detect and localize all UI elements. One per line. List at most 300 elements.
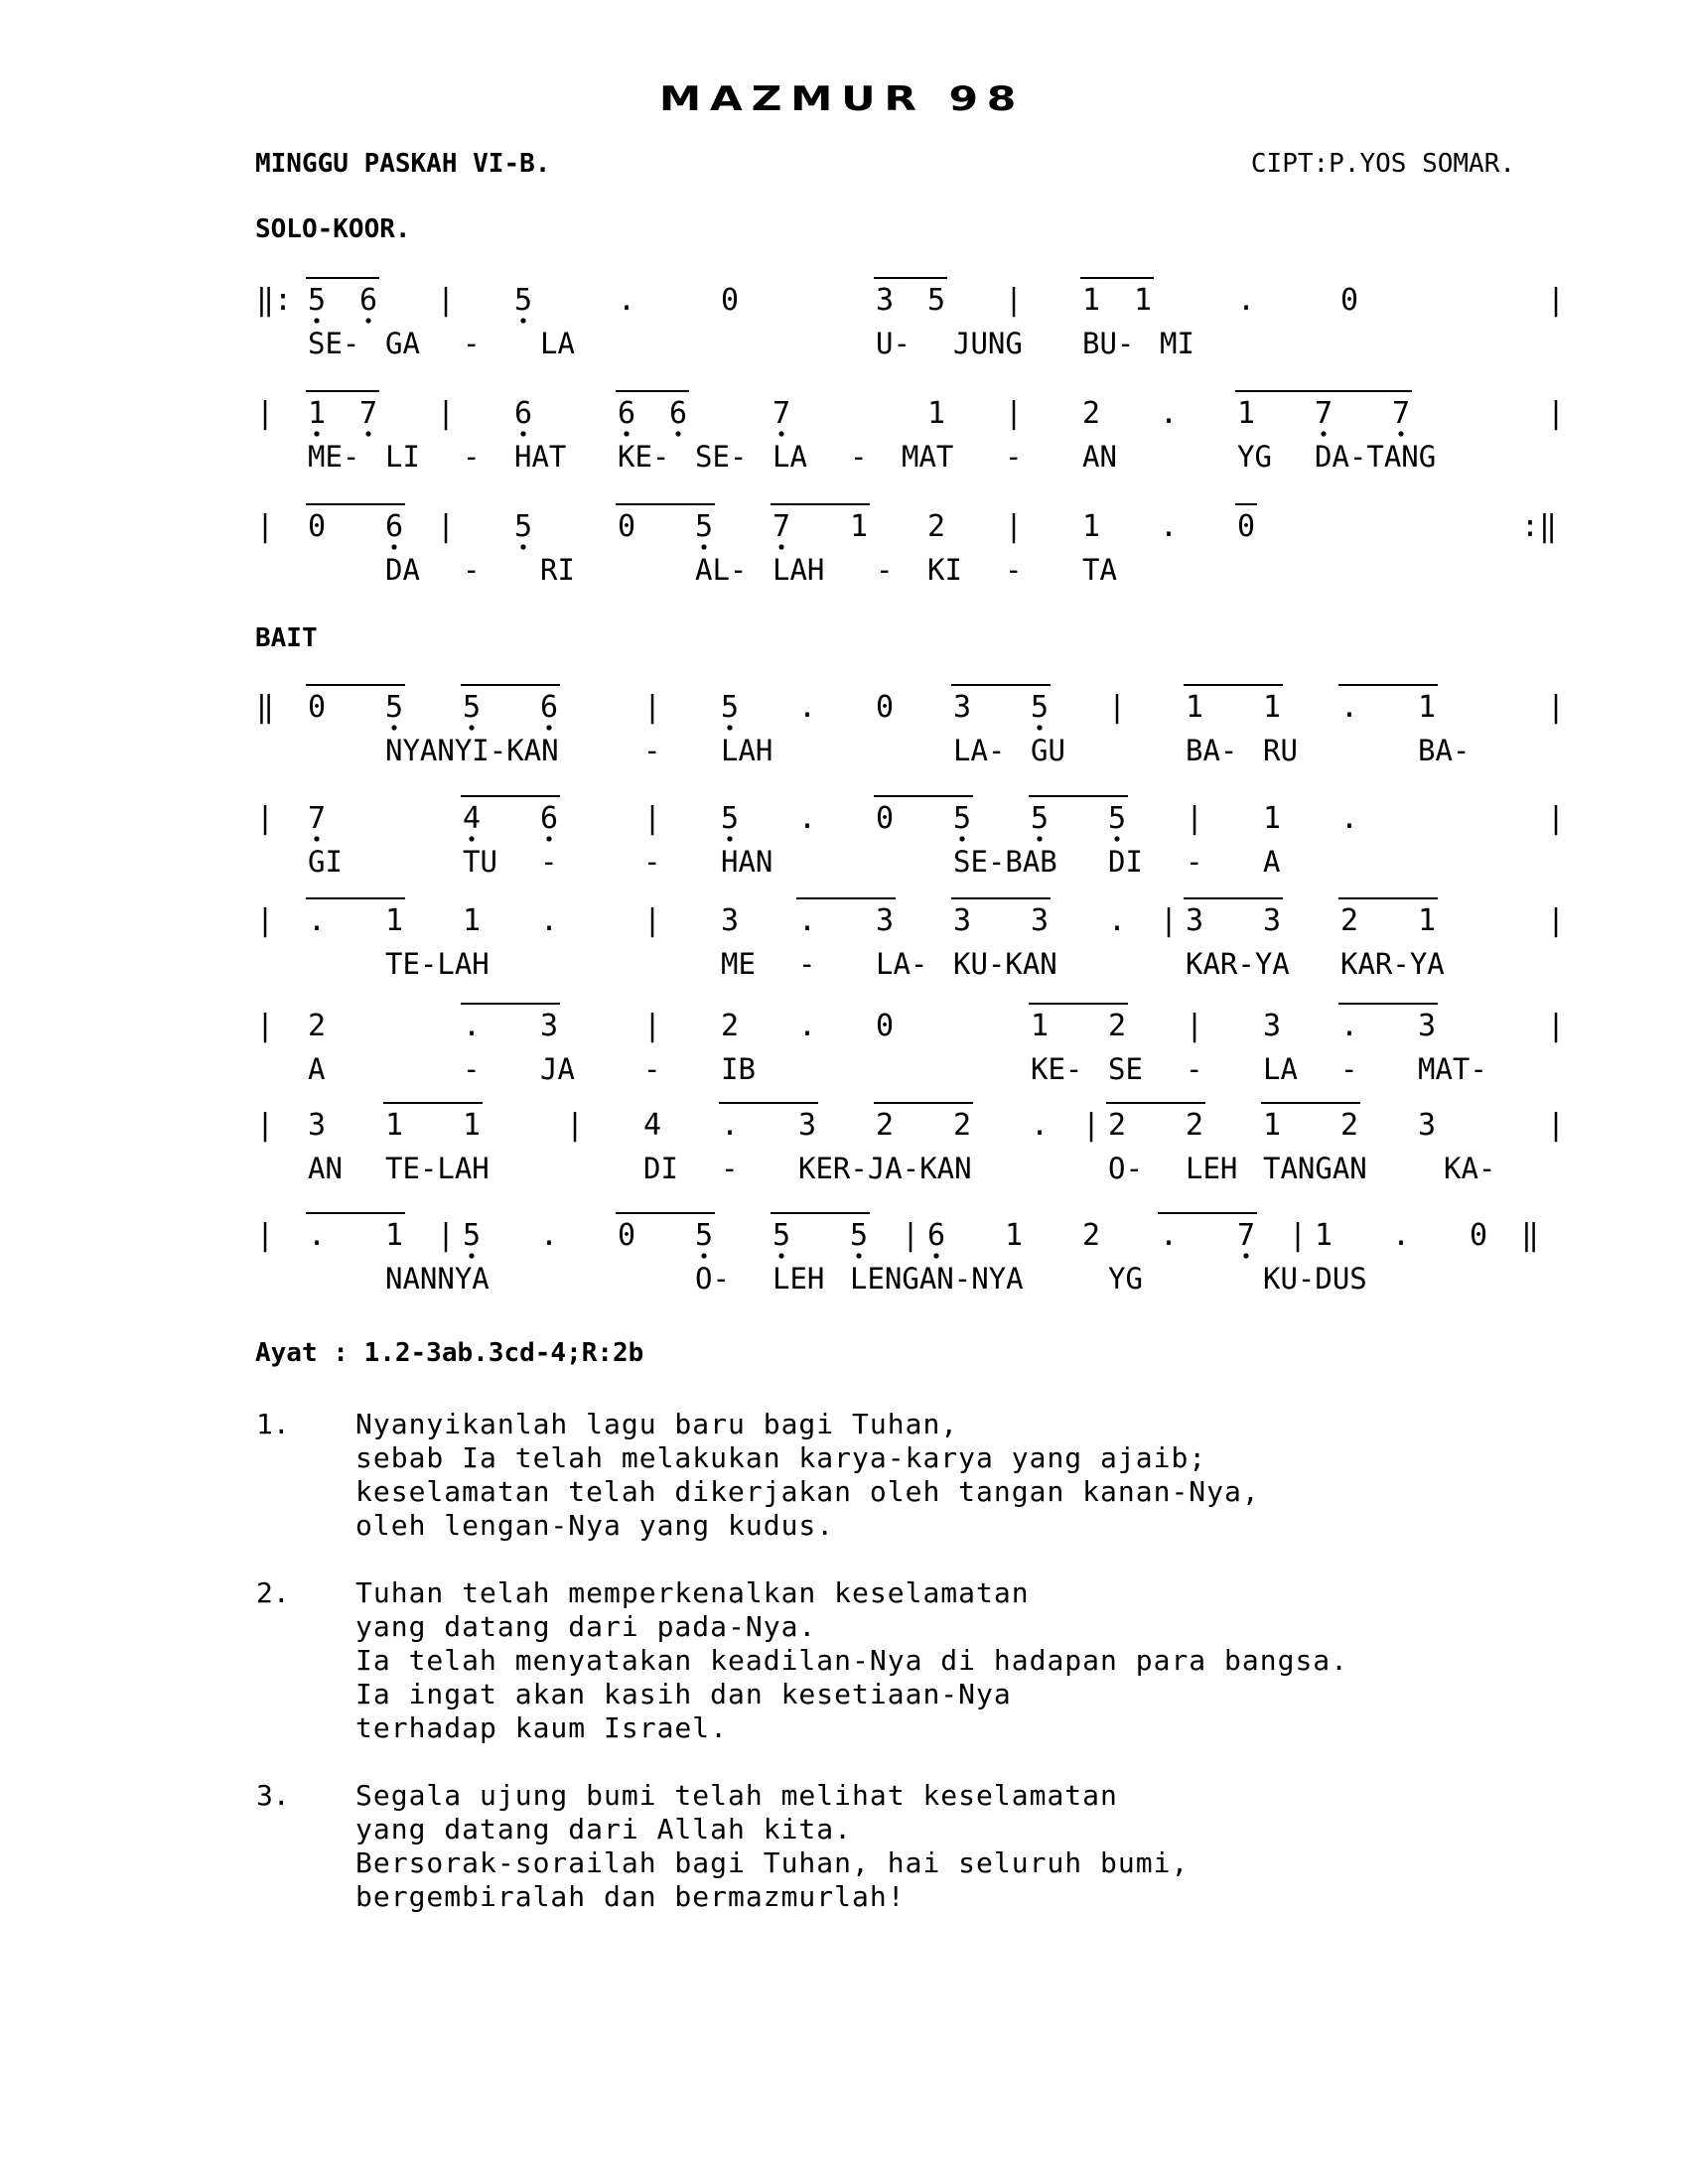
- note: 2: [1082, 396, 1101, 431]
- note: .: [1108, 903, 1127, 938]
- lyric-syllable: MI: [1160, 327, 1194, 360]
- note: 1: [385, 1108, 404, 1143]
- lyric-syllable: SE: [1108, 1052, 1143, 1086]
- note: 1: [1418, 903, 1437, 938]
- lyric-syllable: RU: [1263, 734, 1298, 767]
- lower-octave-dot: [675, 431, 680, 436]
- lyric-syllable: -: [643, 1052, 661, 1086]
- barline: |: [1547, 801, 1566, 836]
- lyric-syllable: U-: [876, 327, 911, 360]
- barline: |: [256, 903, 275, 938]
- note: 6: [540, 801, 559, 836]
- note: 1: [1082, 509, 1101, 544]
- lower-octave-dot: [1243, 1253, 1248, 1258]
- note: 7: [772, 396, 791, 431]
- lyric-syllable: TE-LAH: [385, 947, 490, 981]
- verse-number: 3.: [256, 1779, 290, 1812]
- lyric-syllable: YG: [1108, 1262, 1143, 1296]
- lyric-syllable: -: [540, 845, 558, 879]
- note: 7: [1392, 396, 1411, 431]
- note: 2: [1340, 903, 1359, 938]
- lower-octave-dot: [1398, 431, 1403, 436]
- bait-label: BAIT: [255, 623, 318, 653]
- note: 6: [385, 509, 404, 544]
- note: 2: [1186, 1108, 1204, 1143]
- notation-score: [248, 0, 1579, 1330]
- note: 5: [721, 690, 740, 725]
- barline: |: [256, 1218, 275, 1253]
- verse-text: [355, 1408, 1587, 1543]
- lyric-syllable: DI: [643, 1152, 678, 1185]
- note: 1: [1315, 1218, 1333, 1253]
- note: 5: [1108, 801, 1127, 836]
- note: .: [1340, 1009, 1359, 1043]
- note: 0: [721, 283, 740, 318]
- barline: |: [1108, 690, 1127, 725]
- lower-octave-dot: [1114, 836, 1119, 841]
- verse-line: Ia telah menyatakan keadilan-Nya di hadapan para bangsa.: [355, 1644, 1349, 1677]
- note: .: [540, 1218, 559, 1253]
- lower-octave-dot: [520, 431, 525, 436]
- lyric-syllable: DA-TANG: [1315, 440, 1437, 474]
- note: 3: [953, 690, 972, 725]
- note: 4: [643, 1108, 662, 1143]
- lyric-syllable: SE-: [695, 440, 748, 474]
- verse-line: Bersorak-sorailah bagi Tuhan, hai seluruh bumi,: [355, 1846, 1190, 1879]
- lower-octave-dot: [1321, 431, 1326, 436]
- note: .: [618, 283, 636, 318]
- lyric-syllable: HAT: [514, 440, 567, 474]
- verse-number: 1.: [256, 1408, 290, 1440]
- bait-row: [256, 898, 1565, 981]
- lyric-syllable: KE-: [1031, 1052, 1083, 1086]
- lyric-syllable: MAT: [902, 440, 954, 474]
- note: 2: [876, 1108, 895, 1143]
- note: 5: [463, 690, 482, 725]
- lower-octave-dot: [1037, 725, 1042, 730]
- barline: ‖: [1521, 1218, 1540, 1253]
- verse-text: [355, 1576, 1587, 1745]
- bait-row: [256, 1004, 1565, 1086]
- note: 5: [953, 801, 972, 836]
- barline: |: [256, 396, 275, 431]
- barline: |: [1547, 1009, 1566, 1043]
- note: 1: [385, 903, 404, 938]
- lyric-syllable: KAR-YA: [1186, 947, 1290, 981]
- lyric-syllable: -: [463, 1052, 481, 1086]
- lower-octave-dot: [778, 544, 783, 549]
- lower-octave-dot: [727, 836, 732, 841]
- note: 1: [1263, 690, 1282, 725]
- lyric-syllable: LA: [1263, 1052, 1298, 1086]
- barline: |: [643, 903, 662, 938]
- lyric-syllable: BA-: [1186, 734, 1238, 767]
- barline: |: [1186, 1009, 1204, 1043]
- note: 3: [876, 283, 895, 318]
- verse-list: [256, 1408, 1587, 1948]
- lyric-syllable: DI: [1108, 845, 1143, 879]
- lyric-syllable: KA-: [1444, 1152, 1496, 1185]
- note: 7: [772, 509, 791, 544]
- barline: |: [1547, 396, 1566, 431]
- barline: |: [437, 509, 456, 544]
- lower-octave-dot: [391, 725, 396, 730]
- lyric-syllable: O-: [695, 1262, 730, 1296]
- lyric-syllable: A: [308, 1052, 326, 1086]
- note: 3: [1418, 1009, 1437, 1043]
- barline: |: [1005, 283, 1024, 318]
- lyric-syllable: -: [463, 553, 481, 587]
- lower-octave-dot: [469, 1253, 474, 1258]
- note: 0: [1340, 283, 1359, 318]
- note: .: [1340, 690, 1359, 725]
- lyric-syllable: NANNYA: [385, 1262, 490, 1296]
- refrain-row: [256, 504, 1557, 587]
- note: 0: [308, 690, 327, 725]
- refrain-row: [256, 391, 1565, 474]
- note: 2: [1108, 1009, 1127, 1043]
- lower-octave-dot: [314, 836, 319, 841]
- note: 5: [772, 1218, 791, 1253]
- note: 5: [1031, 801, 1050, 836]
- lower-octave-dot: [959, 836, 964, 841]
- lyric-syllable: RI: [540, 553, 575, 587]
- note: 5: [695, 509, 714, 544]
- note: 6: [618, 396, 636, 431]
- lower-octave-dot: [701, 544, 706, 549]
- note: 3: [721, 903, 740, 938]
- lower-octave-dot: [624, 431, 629, 436]
- note: 1: [1186, 690, 1204, 725]
- lyric-syllable: TA: [1082, 553, 1117, 587]
- lyric-syllable: MAT-: [1418, 1052, 1487, 1086]
- note: .: [308, 903, 327, 938]
- note: 2: [721, 1009, 740, 1043]
- lyric-syllable: -: [850, 440, 868, 474]
- note: 2: [953, 1108, 972, 1143]
- note: .: [1031, 1108, 1050, 1143]
- note: .: [798, 801, 817, 836]
- verse-line: yang datang dari Allah kita.: [355, 1813, 853, 1845]
- note: 1: [1263, 801, 1282, 836]
- note: 2: [927, 509, 946, 544]
- note: 0: [618, 1218, 636, 1253]
- note: 0: [308, 509, 327, 544]
- lyric-syllable: -: [876, 553, 894, 587]
- note: 1: [385, 1218, 404, 1253]
- barline: |: [902, 1218, 920, 1253]
- barline: |: [643, 1009, 662, 1043]
- lyric-syllable: GI: [308, 845, 343, 879]
- lower-octave-dot: [365, 431, 370, 436]
- bait-row: [256, 1213, 1539, 1296]
- barline: |: [256, 509, 275, 544]
- note: 2: [1082, 1218, 1101, 1253]
- note: .: [1160, 1218, 1179, 1253]
- barline: |: [256, 1108, 275, 1143]
- lower-octave-dot: [520, 544, 525, 549]
- barline: ‖:: [256, 283, 293, 318]
- note: 0: [1470, 1218, 1488, 1253]
- note: 3: [953, 903, 972, 938]
- barline: |: [256, 801, 275, 836]
- note: .: [798, 1009, 817, 1043]
- note: 2: [308, 1009, 327, 1043]
- note: 5: [850, 1218, 869, 1253]
- note: 7: [308, 801, 327, 836]
- lyric-syllable: TANGAN: [1263, 1152, 1367, 1185]
- lower-octave-dot: [933, 1253, 938, 1258]
- note: 7: [1315, 396, 1333, 431]
- note: 6: [927, 1218, 946, 1253]
- lyric-syllable: KI: [927, 553, 962, 587]
- lyric-syllable: HAN: [721, 845, 773, 879]
- note: 0: [1237, 509, 1256, 544]
- bait-row: [256, 1103, 1565, 1185]
- lyric-syllable: LI: [385, 440, 420, 474]
- lyric-syllable: KU-KAN: [953, 947, 1057, 981]
- lyric-syllable: GA: [385, 327, 420, 360]
- barline: |: [1289, 1218, 1308, 1253]
- lower-octave-dot: [469, 836, 474, 841]
- lyric-syllable: KU-DUS: [1263, 1262, 1367, 1296]
- barline: |: [643, 690, 662, 725]
- note: .: [1392, 1218, 1411, 1253]
- barline: |: [437, 283, 456, 318]
- verse-number: 2.: [256, 1576, 290, 1609]
- verse-line: Tuhan telah memperkenalkan keselamatan: [355, 1576, 1030, 1609]
- note: .: [1160, 509, 1179, 544]
- note: 1: [308, 396, 327, 431]
- lyric-syllable: -: [463, 440, 481, 474]
- note: 7: [1237, 1218, 1256, 1253]
- note: 3: [798, 1108, 817, 1143]
- lower-octave-dot: [314, 318, 319, 323]
- note: 6: [540, 690, 559, 725]
- note: .: [1340, 801, 1359, 836]
- lyric-syllable: SE-BAB: [953, 845, 1057, 879]
- verse-item: [256, 1779, 1587, 1914]
- note: 1: [1418, 690, 1437, 725]
- lyric-syllable: SE-: [308, 327, 360, 360]
- lyric-syllable: LEH: [1186, 1152, 1238, 1185]
- note: 1: [1005, 1218, 1024, 1253]
- lyric-syllable: -: [798, 947, 816, 981]
- note: 3: [876, 903, 895, 938]
- lyric-syllable: IB: [721, 1052, 756, 1086]
- ayat-label: Ayat : 1.2-3ab.3cd-4;R:2b: [255, 1338, 644, 1368]
- note: 3: [308, 1108, 327, 1143]
- note: 5: [721, 801, 740, 836]
- note: .: [463, 1009, 482, 1043]
- lyric-syllable: A: [1263, 845, 1281, 879]
- lyric-syllable: JA: [540, 1052, 575, 1086]
- lyric-syllable: O-: [1108, 1152, 1143, 1185]
- lyric-syllable: -: [1005, 440, 1023, 474]
- barline: |: [1547, 1108, 1566, 1143]
- lyric-syllable: LENGAN-NYA: [850, 1262, 1024, 1296]
- note: 3: [1263, 1009, 1282, 1043]
- lower-octave-dot: [546, 725, 551, 730]
- note: 3: [1418, 1108, 1437, 1143]
- barline: |: [1186, 801, 1204, 836]
- barline: :‖: [1521, 509, 1558, 544]
- note: 0: [876, 690, 895, 725]
- lyric-syllable: TU: [463, 845, 497, 879]
- note: 0: [618, 509, 636, 544]
- lyric-syllable: AN: [1082, 440, 1117, 474]
- bait-row: [256, 796, 1565, 879]
- verse-item: [256, 1408, 1587, 1543]
- lyric-syllable: LA: [772, 440, 807, 474]
- note: 1: [1237, 396, 1256, 431]
- barline: |: [437, 396, 456, 431]
- bait-row: [256, 685, 1565, 767]
- note: 5: [514, 283, 533, 318]
- lyric-syllable: LA-: [876, 947, 928, 981]
- barline: |: [1005, 509, 1024, 544]
- verse-text: [355, 1779, 1587, 1914]
- note: 1: [1082, 283, 1101, 318]
- lyric-syllable: -: [1186, 1052, 1203, 1086]
- note: 5: [1031, 690, 1050, 725]
- note: 5: [385, 690, 404, 725]
- note: .: [721, 1108, 740, 1143]
- note: 1: [1134, 283, 1153, 318]
- lyric-syllable: -: [643, 734, 661, 767]
- lower-octave-dot: [1037, 836, 1042, 841]
- note: 5: [927, 283, 946, 318]
- verse-line: yang datang dari pada-Nya.: [355, 1610, 817, 1643]
- barline: |: [1005, 396, 1024, 431]
- lyric-syllable: AN: [308, 1152, 343, 1185]
- barline: |: [1160, 903, 1179, 938]
- lower-octave-dot: [727, 725, 732, 730]
- occasion-label: MINGGU PASKAH VI-B.: [255, 149, 551, 179]
- lyric-syllable: BA-: [1418, 734, 1471, 767]
- lyric-syllable: LA: [540, 327, 575, 360]
- note: .: [798, 690, 817, 725]
- lyric-syllable: LAH: [721, 734, 773, 767]
- lower-octave-dot: [546, 836, 551, 841]
- lyric-syllable: DA: [385, 553, 420, 587]
- note: 1: [463, 1108, 482, 1143]
- page-title: MAZMUR 98: [658, 79, 1026, 119]
- note: 0: [876, 801, 895, 836]
- note: 3: [1031, 903, 1050, 938]
- lower-octave-dot: [469, 725, 474, 730]
- lower-octave-dot: [778, 1253, 783, 1258]
- lyric-syllable: LAH: [772, 553, 825, 587]
- composer-credit: CIPT:P.YOS SOMAR.: [1250, 149, 1515, 179]
- note: 1: [927, 396, 946, 431]
- note: 5: [514, 509, 533, 544]
- note: 1: [1263, 1108, 1282, 1143]
- note: 3: [1263, 903, 1282, 938]
- note: .: [798, 903, 817, 938]
- barline: |: [566, 1108, 585, 1143]
- lower-octave-dot: [365, 318, 370, 323]
- note: .: [308, 1218, 327, 1253]
- note: 2: [1340, 1108, 1359, 1143]
- lower-octave-dot: [778, 431, 783, 436]
- verse-line: sebab Ia telah melakukan karya-karya yang ajaib;: [355, 1441, 1207, 1474]
- verse-line: Nyanyikanlah lagu baru bagi Tuhan,: [355, 1408, 959, 1440]
- lyric-syllable: ME: [721, 947, 756, 981]
- note: 3: [1186, 903, 1204, 938]
- lyric-syllable: AL-: [695, 553, 748, 587]
- barline: |: [256, 1009, 275, 1043]
- verse-line: keselamatan telah dikerjakan oleh tangan kanan-Nya,: [355, 1475, 1260, 1508]
- verse-item: [256, 1576, 1587, 1745]
- note: 0: [876, 1009, 895, 1043]
- barline: |: [1547, 690, 1566, 725]
- note: 5: [308, 283, 327, 318]
- lyric-syllable: YG: [1237, 440, 1272, 474]
- note: 3: [540, 1009, 559, 1043]
- lower-octave-dot: [391, 544, 396, 549]
- barline: |: [1547, 283, 1566, 318]
- lyric-syllable: TE-LAH: [385, 1152, 490, 1185]
- note: 1: [463, 903, 482, 938]
- note: 1: [850, 509, 869, 544]
- note: 4: [463, 801, 482, 836]
- lower-octave-dot: [856, 1253, 861, 1258]
- lower-octave-dot: [520, 318, 525, 323]
- lyric-syllable: -: [1186, 845, 1203, 879]
- lyric-syllable: -: [643, 845, 661, 879]
- note: 2: [1108, 1108, 1127, 1143]
- lower-octave-dot: [701, 1253, 706, 1258]
- note: 6: [359, 283, 378, 318]
- lyric-syllable: JUNG: [953, 327, 1023, 360]
- lower-octave-dot: [314, 431, 319, 436]
- refrain-label: SOLO-KOOR.: [255, 214, 411, 244]
- note: .: [540, 903, 559, 938]
- note: 5: [463, 1218, 482, 1253]
- verse-line: terhadap kaum Israel.: [355, 1711, 729, 1744]
- lyric-syllable: KER-JA-KAN: [798, 1152, 972, 1185]
- note: 5: [695, 1218, 714, 1253]
- refrain-row: [256, 278, 1565, 360]
- barline: ‖: [256, 690, 275, 725]
- lyric-syllable: KAR-YA: [1340, 947, 1445, 981]
- verse-line: oleh lengan-Nya yang kudus.: [355, 1509, 835, 1542]
- verse-line: Segala ujung bumi telah melihat keselamatan: [355, 1779, 1118, 1812]
- note: 1: [1031, 1009, 1050, 1043]
- lyric-syllable: -: [1340, 1052, 1358, 1086]
- lyric-syllable: LA-: [953, 734, 1006, 767]
- verse-line: Ia ingat akan kasih dan kesetiaan-Nya: [355, 1678, 1012, 1710]
- lyric-syllable: NYANYI-KAN: [385, 734, 559, 767]
- barline: |: [1547, 903, 1566, 938]
- barline: |: [1082, 1108, 1101, 1143]
- note: 7: [359, 396, 378, 431]
- lyric-syllable: -: [721, 1152, 739, 1185]
- lyric-syllable: KE-: [618, 440, 670, 474]
- lyric-syllable: BU-: [1082, 327, 1135, 360]
- note: .: [1237, 283, 1256, 318]
- lyric-syllable: -: [1005, 553, 1023, 587]
- lyric-syllable: ME-: [308, 440, 360, 474]
- note: 6: [669, 396, 688, 431]
- verse-line: bergembiralah dan bermazmurlah!: [355, 1880, 906, 1913]
- lyric-syllable: -: [463, 327, 481, 360]
- note: 6: [514, 396, 533, 431]
- barline: |: [643, 801, 662, 836]
- lyric-syllable: LEH: [772, 1262, 825, 1296]
- note: .: [1160, 396, 1179, 431]
